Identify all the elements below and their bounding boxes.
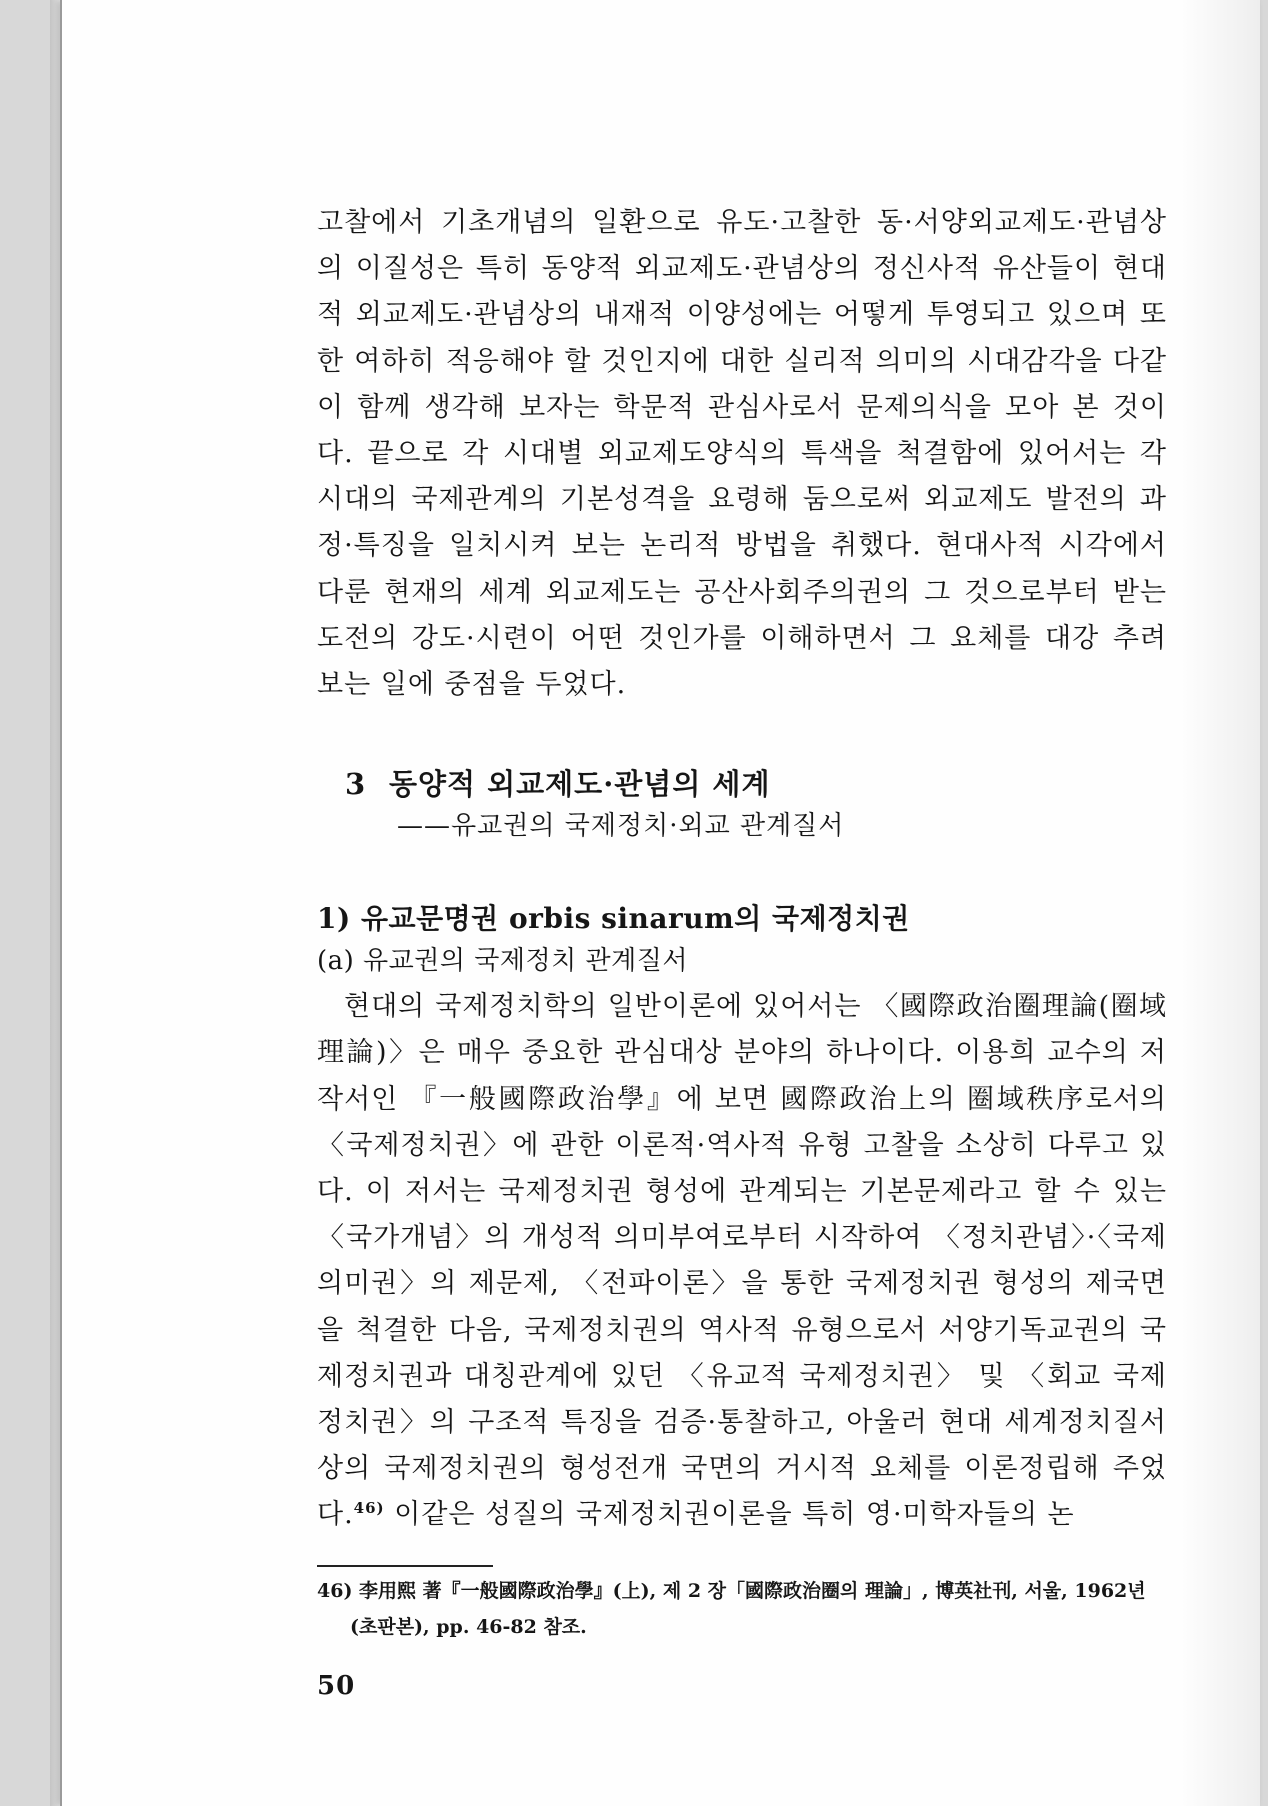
section-heading — [345, 762, 1167, 806]
section-number: 3 — [345, 767, 367, 802]
footnote: 46) 李用熙 著『一般國際政治學』(上), 제 2 장「國際政治圈의 理論」, 博英社刊, 서울, 1962년(초판본), pp. 46-82 참조. — [317, 1579, 1146, 1638]
section-title: 동양적 외교제도·관념의 세계 — [389, 767, 771, 802]
document-page — [60, 0, 1260, 1806]
page-edge-shade — [1180, 0, 1260, 1806]
subsubsection-heading: (a) 유교권의 국제정치 관계질서 — [317, 946, 688, 977]
body-paragraph — [317, 984, 1167, 1538]
intro-paragraph: 고찰에서 기초개념의 일환으로 유도·고찰한 동·서양외교제도·관념상의 이질성은 특히 동양적 외교제도·관념상의 정신사적 유산들이 현대적 외교제도·관념상의 내재적 이양성에는 어떻게 투영되고 있으며 또한 여하히 적응해야 할 것인지에 대한 실리적 의미의 시대감각을 다같이 함께 생각해 보자는 학문적 관심사로서 문제의식을 모아 본 것이다. 끝으로 각 시대별 외교제도양식의 특색을 척결함에 있어서는 각 시대의 국제관계의 기본성격을 요령해 둠으로써 외교제도 발전의 과정·특징을 일치시켜 보는 논리적 방법을 취했다. 현대사적 시각에서 다룬 현재의 세계 외교제도는 공산사회주의권의 그 것으로부터 받는 도전의 강도·시련이 어떤 것인가를 이해하면서 그 요체를 대강 추려 보는 일에 중점을 두었다. — [317, 207, 1167, 701]
footnote-divider — [317, 1565, 493, 1567]
body-paragraph-text: 현대의 국제정치학의 일반이론에 있어서는 〈國際政治圈理論(圈域理論)〉은 매우 중요한 관심대상 분야의 하나이다. 이용희 교수의 저작서인 『一般國際政治學』에 보면 國際政治上의 圈域秩序로서의 〈국제정치권〉에 관한 이론적·역사적 유형 고찰을 소상히 다루고 있다. 이 저서는 국제정치권 형성에 관계되는 기본문제라고 할 수 있는 〈국가개념〉의 개성적 의미부여로부터 시작하여 〈정치관념〉·〈국제의미권〉의 제문제, 〈전파이론〉을 통한 국제정치권 형성의 제국면을 척결한 다음, 국제정치권의 역사적 유형으로서 서양기독교권의 국제정치권과 대칭관계에 있던 〈유교적 국제정치권〉 및 〈회교 국제정치권〉의 구조적 특징을 검증·통찰하고, 아울러 현대 세계정치질서상의 국제정치권의 형성전개 국면의 거시적 요체를 이론정립해 주었다. — [317, 991, 1167, 1531]
page-number: 50 — [317, 1670, 356, 1701]
subsection-heading: 1) 유교문명권 orbis sinarum의 국제정치권 — [317, 902, 910, 936]
body-paragraph-tail: 이같은 성질의 국제정치권이론을 특히 영·미학자들의 논 — [384, 1499, 1075, 1531]
page-content — [317, 200, 1167, 1701]
section-subtitle: ——유교권의 국제정치·외교 관계질서 — [397, 811, 845, 842]
footnote-reference[interactable]: 46) — [353, 1499, 385, 1518]
